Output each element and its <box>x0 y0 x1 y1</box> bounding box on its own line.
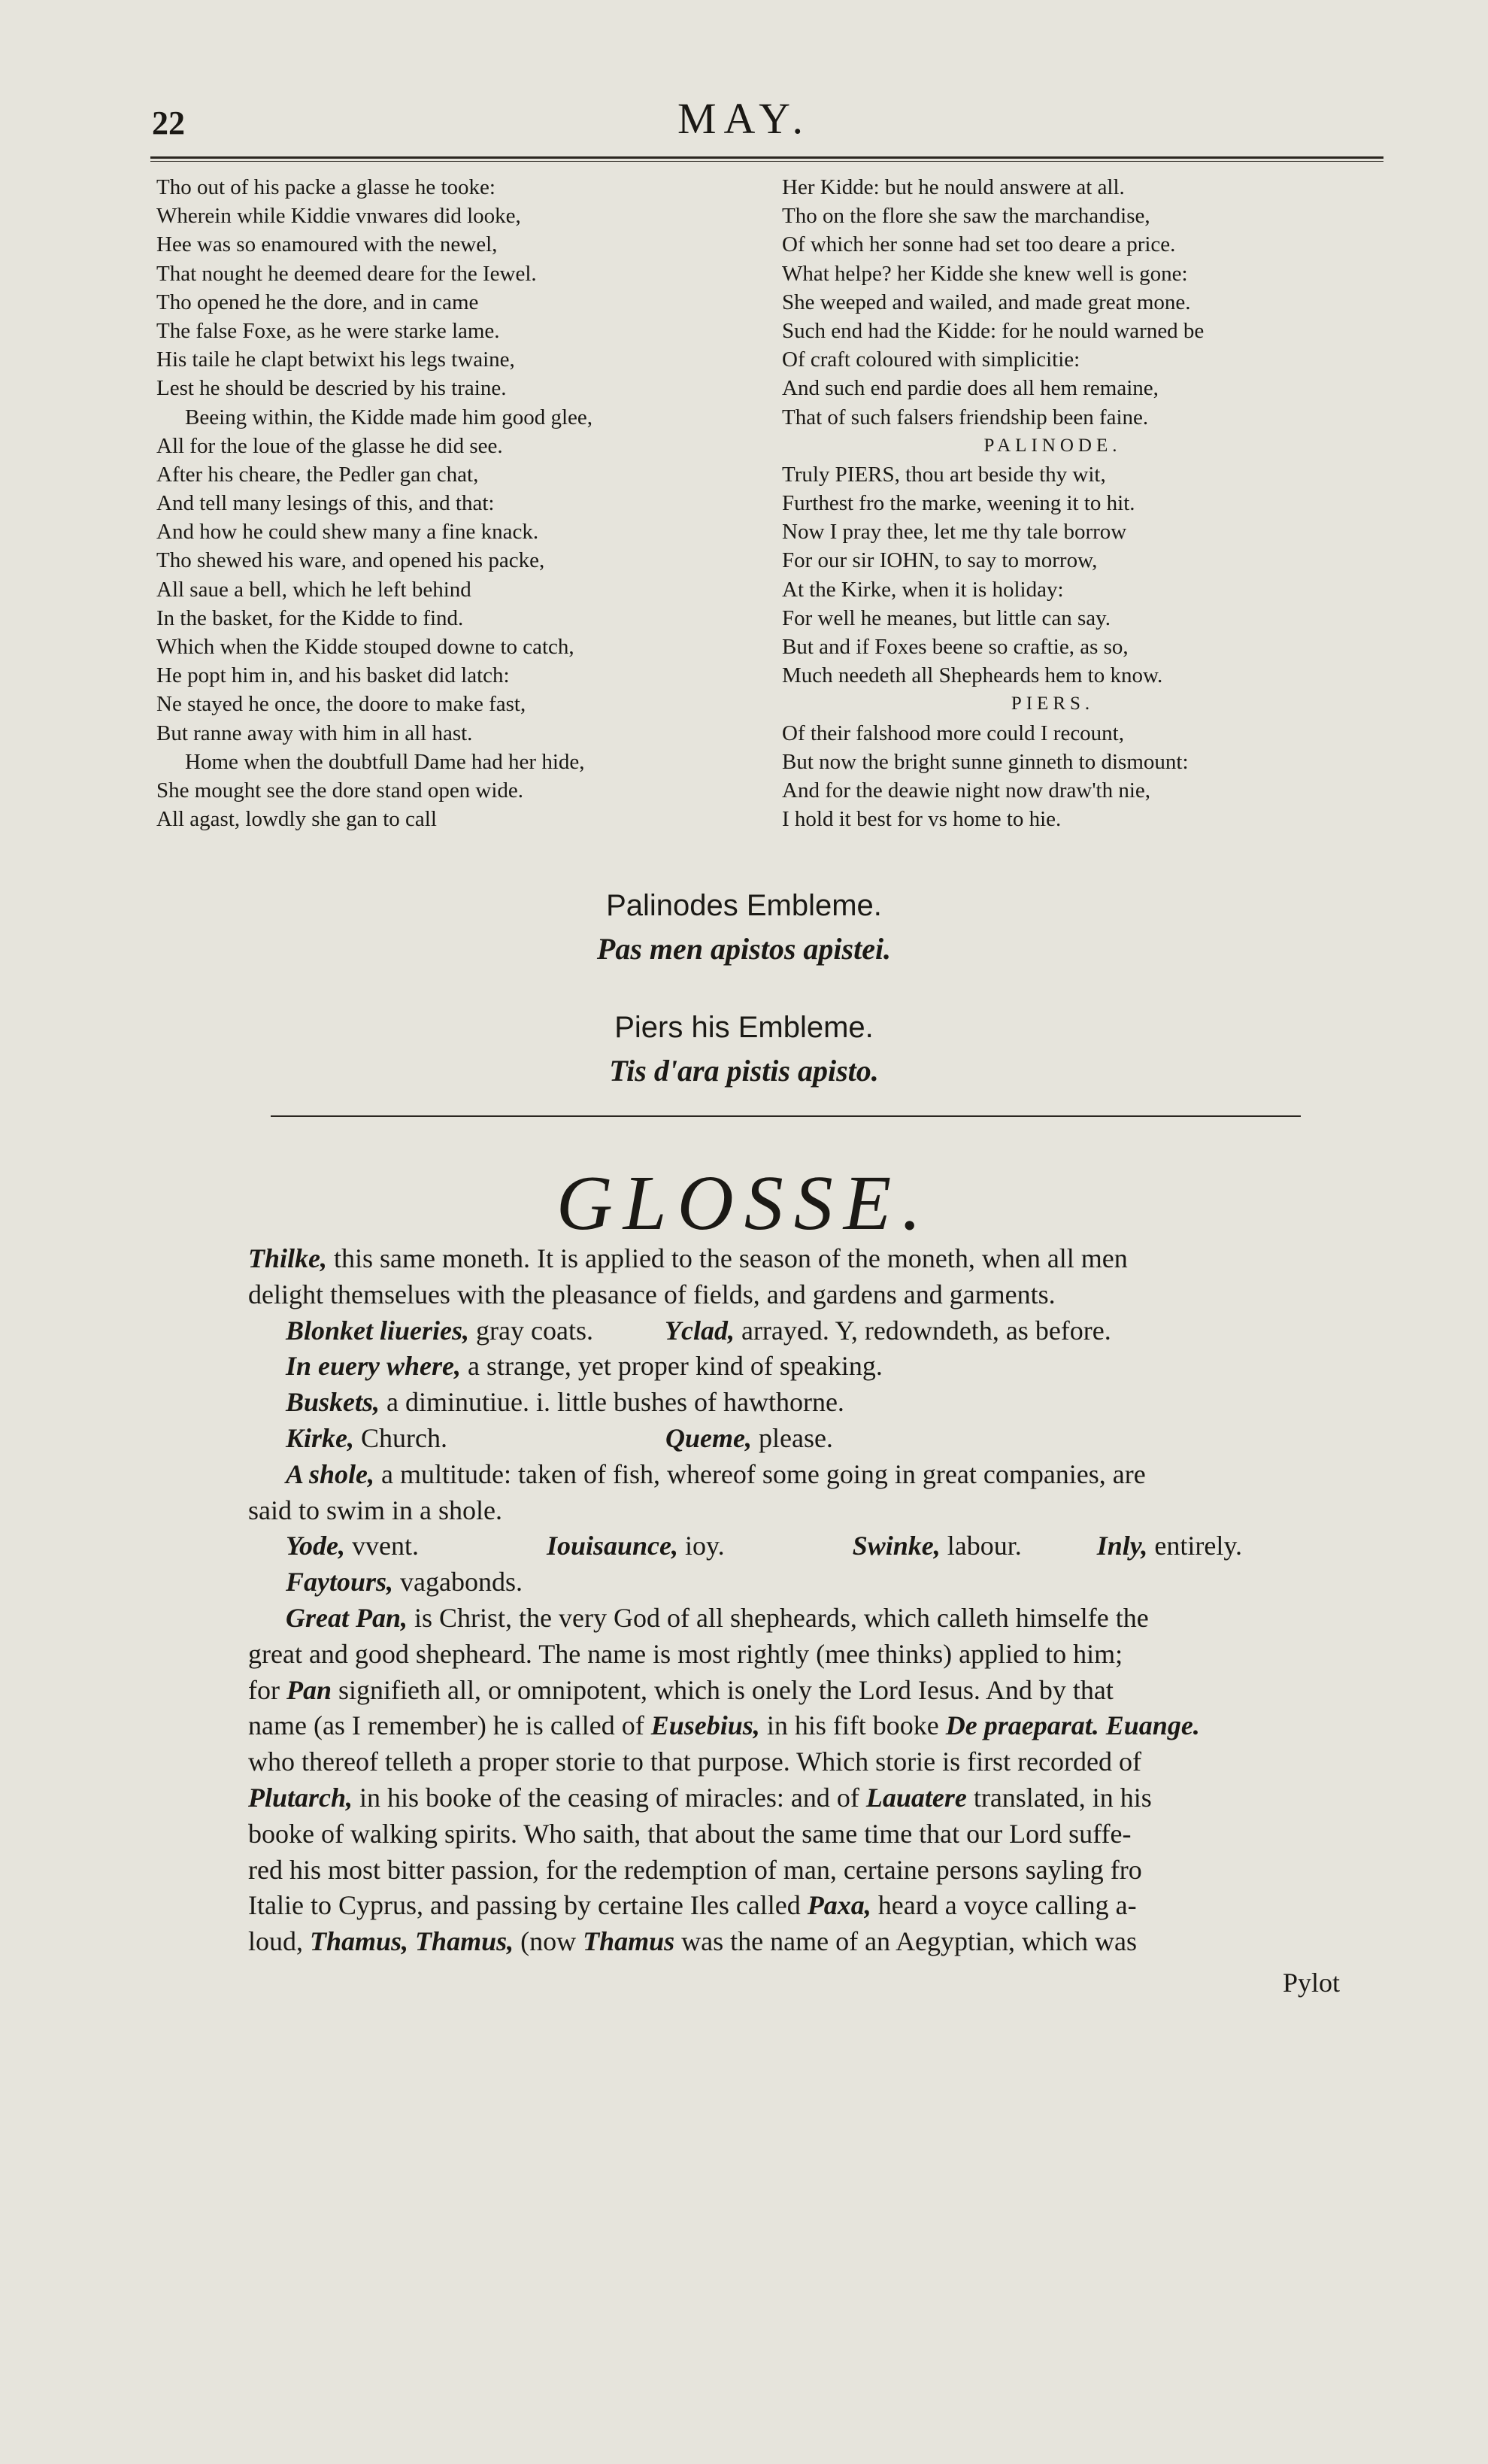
verse-line: She mought see the dore stand open wide. <box>156 778 524 803</box>
gloss-text: was the name of an Aegyptian, which was <box>674 1926 1137 1957</box>
verse-line: Hee was so enamoured with the newel, <box>156 232 498 257</box>
gloss-definition: a diminutiue. i. little bushes of hawthorne. <box>380 1387 844 1418</box>
gloss-term: Kirke, <box>286 1422 355 1453</box>
gloss-definition: Church. <box>354 1422 447 1453</box>
gloss-text: translated, in his <box>966 1782 1152 1813</box>
verse-line: Which when the Kidde stouped downe to catch, <box>156 635 574 659</box>
gloss-text: heard a voyce calling a- <box>871 1890 1137 1921</box>
verse-line: Such end had the Kidde: for he nould warned be <box>782 318 1205 343</box>
glosse-body <box>248 1241 1316 1960</box>
gloss-term: Queme, <box>665 1422 752 1453</box>
verse-line: Tho out of his packe a glasse he tooke: <box>156 175 495 199</box>
header-rule <box>150 156 1383 159</box>
gloss-text: Italie to Cyprus, and passing by certaine Iles called <box>248 1890 808 1921</box>
gloss-term: Blonket liueries, <box>286 1315 470 1346</box>
verse-line: Tho shewed his ware, and opened his packe, <box>156 548 545 573</box>
gloss-definition: gray coats. <box>469 1315 593 1346</box>
verse-line: That nought he deemed deare for the Iewel. <box>156 261 537 286</box>
gloss-text: (now <box>514 1926 583 1957</box>
gloss-term: Buskets, <box>286 1387 380 1418</box>
verse-line: Of craft coloured with simplicitie: <box>782 347 1080 372</box>
verse-line: Furthest fro the marke, weening it to hit. <box>782 491 1135 516</box>
verse-line: But now the bright sunne ginneth to dismount: <box>782 749 1189 774</box>
verse-line: All for the loue of the glasse he did see. <box>156 433 503 458</box>
gloss-entry <box>248 1313 1316 1349</box>
verse-line: Beeing within, the Kidde made him good glee, <box>185 405 593 429</box>
verse-line: And such end pardie does all hem remaine, <box>782 376 1159 401</box>
gloss-text: signifieth all, or omnipotent, which is onely the Lord Iesus. And by that <box>332 1674 1114 1705</box>
gloss-definition: entirely. <box>1147 1531 1243 1561</box>
gloss-term: Thilke, <box>248 1243 327 1273</box>
glosse-heading: GLOSSE. <box>556 1160 932 1246</box>
gloss-line <box>248 1780 1316 1816</box>
verse-line: All saue a bell, which he left behind <box>156 577 471 602</box>
running-title: MAY. <box>677 94 811 143</box>
speaker-heading: PIERS. <box>1011 693 1095 715</box>
gloss-entry <box>248 1457 1316 1493</box>
verse-line: And for the deawie night now draw'th nie, <box>782 778 1151 803</box>
gloss-term: Yclad, <box>664 1315 735 1346</box>
gloss-text: in his fift booke <box>759 1710 946 1741</box>
emblemes <box>0 884 1488 1093</box>
palinode-embleme-title: Palinodes Embleme. <box>606 889 882 922</box>
gloss-line: delight themselues with the pleasance of fields, and gardens and garments. <box>248 1279 1056 1309</box>
verse-line: Ne stayed he once, the doore to make fast, <box>156 692 526 717</box>
gloss-term: Paxa, <box>807 1890 871 1921</box>
gloss-term: Iouisaunce, <box>546 1531 679 1561</box>
gloss-definition: is Christ, the very God of all shepheards, which calleth himselfe the <box>408 1602 1149 1633</box>
gloss-line <box>248 1708 1316 1744</box>
verse-line: Her Kidde: but he nould answere at all. <box>782 175 1125 199</box>
verse-line: What helpe? her Kidde she knew well is gone: <box>782 261 1188 286</box>
gloss-definition: a strange, yet proper kind of speaking. <box>461 1351 883 1382</box>
speaker-heading: PALINODE. <box>983 435 1122 456</box>
verse-line: After his cheare, the Pedler gan chat, <box>156 462 479 487</box>
verse-line: Of which her sonne had set too deare a price. <box>782 232 1176 257</box>
gloss-term: Plutarch, <box>248 1782 353 1813</box>
gloss-entry <box>248 1241 1316 1277</box>
gloss-entry <box>248 1349 1316 1385</box>
palinode-embleme-motto: Pas men apistos apistei. <box>596 932 892 966</box>
gloss-line <box>248 1924 1316 1960</box>
gloss-definition: please. <box>751 1422 833 1453</box>
gloss-entry <box>248 1421 1316 1457</box>
verse-line: In the basket, for the Kidde to find. <box>156 605 464 630</box>
page-number: 22 <box>152 105 185 141</box>
gloss-text: loud, <box>248 1926 311 1957</box>
gloss-definition: arrayed. Y, redowndeth, as before. <box>734 1315 1111 1346</box>
piers-embleme-motto: Tis d'ara pistis apisto. <box>609 1054 879 1088</box>
gloss-term: Eusebius, <box>650 1710 760 1741</box>
verse-line: At the Kirke, when it is holiday: <box>782 577 1064 602</box>
verse-column-left <box>156 173 758 833</box>
gloss-term: Pan <box>286 1674 332 1705</box>
gloss-term: Great Pan, <box>286 1602 408 1633</box>
verse-line: Tho opened he the dore, and in came <box>156 290 479 314</box>
verse-line: For our sir IOHN, to say to morrow, <box>782 548 1098 573</box>
gloss-definition: this same moneth. It is applied to the season of the moneth, when all men <box>327 1243 1128 1273</box>
verse-line: Truly PIERS, thou art beside thy wit, <box>782 462 1106 487</box>
gloss-term: A shole, <box>286 1458 375 1489</box>
gloss-term: Thamus, Thamus, <box>310 1926 514 1957</box>
verse-line: Lest he should be descried by his traine. <box>156 376 507 401</box>
verse-line: And tell many lesings of this, and that: <box>156 491 495 516</box>
verse-line: But ranne away with him in all hast. <box>156 721 473 745</box>
piers-embleme-title: Piers his Embleme. <box>614 1011 874 1044</box>
verse-line: But and if Foxes beene so craftie, as so, <box>782 635 1129 659</box>
verse-line: That of such falsers friendship been faine. <box>782 405 1149 429</box>
gloss-term: Inly, <box>1096 1531 1148 1561</box>
verse-line: Of their falshood more could I recount, <box>782 721 1124 745</box>
verse-line: He popt him in, and his basket did latch: <box>156 663 510 688</box>
gloss-line: who thereof telleth a proper storie to that purpose. Which storie is first recorded of <box>248 1746 1141 1777</box>
verse-line: And how he could shew many a fine knack. <box>156 520 539 545</box>
gloss-definition: vvent. <box>344 1531 419 1561</box>
gloss-definition: vagabonds. <box>393 1567 523 1598</box>
gloss-term: Lauatere <box>865 1782 967 1813</box>
verse-line: All agast, lowdly she gan to call <box>156 807 437 832</box>
gloss-entry <box>248 1564 1316 1601</box>
gloss-entry <box>248 1528 1316 1564</box>
gloss-line <box>248 1888 1316 1924</box>
gloss-term: Yode, <box>286 1531 345 1561</box>
catchword: Pylot <box>1283 1968 1341 1998</box>
verse-line: I hold it best for vs home to hie. <box>782 807 1062 832</box>
verse-line: Much needeth all Shepheards hem to know. <box>782 663 1163 688</box>
gloss-text: name (as I remember) he is called of <box>248 1710 651 1741</box>
verse-line: The false Foxe, as he were starke lame. <box>156 318 500 343</box>
verse-line: His taile he clapt betwixt his legs twaine, <box>156 347 515 372</box>
gloss-line: red his most bitter passion, for the redemption of man, certaine persons sayling fro <box>248 1854 1142 1885</box>
header-rule-thin <box>150 161 1383 162</box>
verse-line: Now I pray thee, let me thy tale borrow <box>782 520 1127 545</box>
gloss-line: booke of walking spirits. Who saith, that about the same time that our Lord suffe- <box>248 1818 1132 1849</box>
gloss-term: Swinke, <box>852 1531 941 1561</box>
verse-column-right <box>782 173 1383 833</box>
gloss-entry <box>248 1385 1316 1421</box>
gloss-definition: labour. <box>940 1531 1022 1561</box>
verse-line: She weeped and wailed, and made great mone. <box>782 290 1191 314</box>
gloss-text: in his booke of the ceasing of miracles: and of <box>353 1782 866 1813</box>
gloss-term: De praeparat. Euange. <box>945 1710 1200 1741</box>
gloss-term: Thamus <box>583 1926 675 1957</box>
gloss-line <box>248 1673 1316 1709</box>
verse-line: Tho on the flore she saw the marchandise, <box>782 204 1150 229</box>
gloss-definition: ioy. <box>678 1531 725 1561</box>
gloss-line: said to swim in a shole. <box>248 1494 502 1525</box>
gloss-term: In euery where, <box>286 1351 461 1382</box>
section-rule <box>271 1115 1301 1117</box>
verse-line: For well he meanes, but little can say. <box>782 605 1111 630</box>
verse-line: Home when the doubtfull Dame had her hide, <box>185 749 585 774</box>
gloss-line: great and good shepheard. The name is most rightly (mee thinks) applied to him; <box>248 1638 1123 1669</box>
gloss-text: for <box>248 1674 286 1705</box>
gloss-entry <box>248 1601 1316 1637</box>
verse-line: Wherein while Kiddie vnwares did looke, <box>156 204 521 229</box>
gloss-term: Faytours, <box>286 1567 394 1598</box>
gloss-definition: a multitude: taken of fish, whereof some going in great companies, are <box>374 1458 1146 1489</box>
